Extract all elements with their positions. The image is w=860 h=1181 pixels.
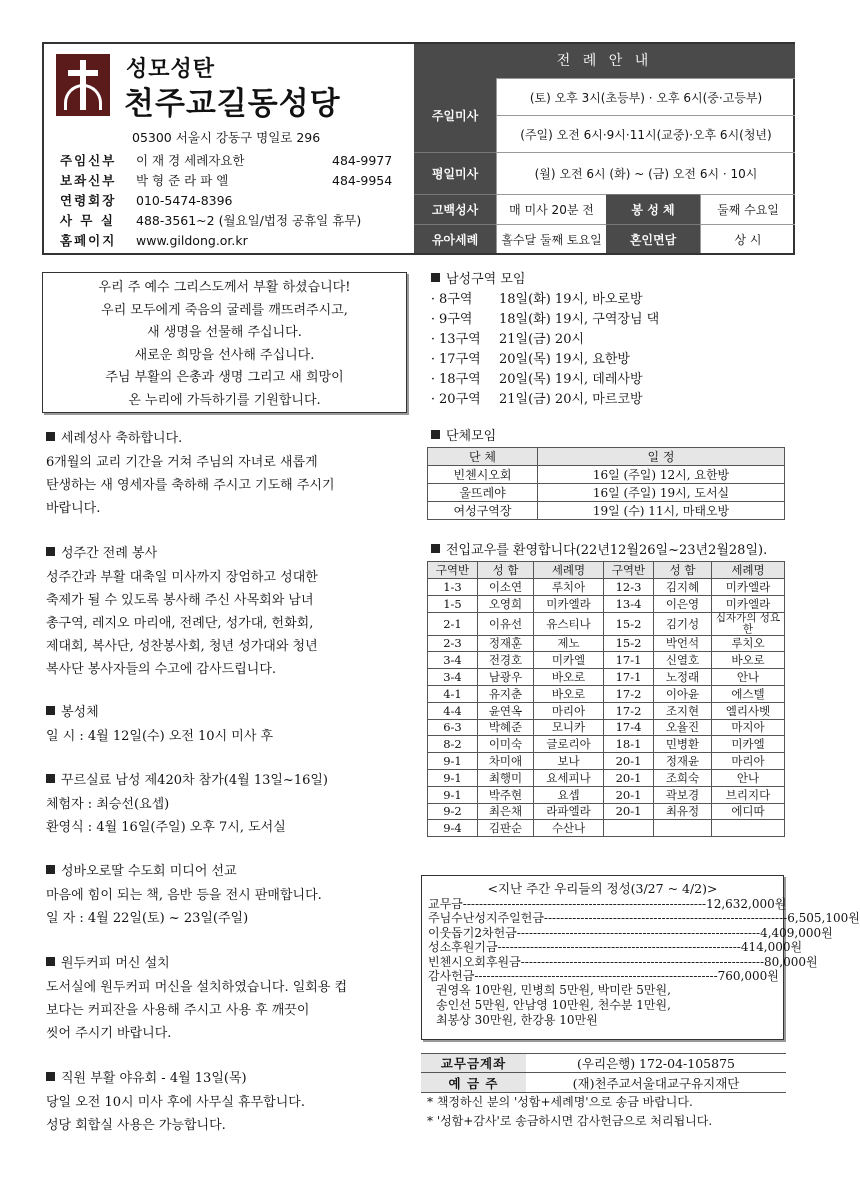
contact-name: 488-3561~2 (월요일/법정 공휴일 휴무) [136, 213, 362, 228]
table-cell: 박주현 [478, 786, 534, 803]
table-cell: 전경호 [478, 652, 534, 669]
parish-logo-icon [56, 54, 110, 116]
table-cell: 2-1 [428, 612, 478, 635]
table-cell: 곽보경 [654, 786, 712, 803]
contact-label: 연령회장 [60, 193, 117, 208]
table-cell: 보나 [534, 753, 604, 770]
bank-account-value: (우리은행) 172-04-105875 [577, 1056, 735, 1071]
table-cell: 김기성 [654, 612, 712, 635]
table-cell: 박혜준 [478, 719, 534, 736]
bank-holder-row [421, 1073, 786, 1093]
section-holy-week [42, 544, 412, 681]
table-cell: 남광우 [478, 669, 534, 686]
table-cell: 조희숙 [654, 770, 712, 787]
table-cell: 20-1 [604, 786, 654, 803]
contact-label: 주임신부 [60, 153, 117, 168]
table-cell: 9-1 [428, 786, 478, 803]
offering-title: <지난 주간 우리들의 정성(3/27 ~ 4/2)> [487, 881, 718, 896]
table-cell: 9-1 [428, 770, 478, 787]
section-line: 총구역, 레지오 마리애, 전례단, 성가대, 헌화회, [46, 616, 314, 631]
section-line: 축제가 될 수 있도록 봉사해 주신 사목회와 남녀 [46, 593, 314, 608]
table-cell: 신열호 [654, 652, 712, 669]
sunday-mass-sat: (토) 오후 3시(초등부) · 오후 6시(중·고등부) [496, 78, 795, 115]
confession-label: 고백성사 [414, 194, 496, 224]
table-cell: 안나 [712, 669, 785, 686]
contact-name: 박 형 준 라 파 엘 [136, 173, 229, 188]
table-cell: 1-3 [428, 579, 478, 596]
table-cell: 김판순 [478, 820, 534, 837]
section-line: 일 시 : 4월 12일(수) 오전 10시 미사 후 [46, 729, 274, 744]
confession-value: 매 미사 20분 전 [496, 194, 606, 224]
table-cell [604, 820, 654, 837]
contact-label: 사 무 실 [60, 213, 115, 228]
bulletin-header [42, 42, 795, 255]
section-title: 성주간 전례 봉사 [42, 544, 412, 564]
table-cell: 유스티나 [534, 612, 604, 635]
table-cell: 6-3 [428, 719, 478, 736]
table-cell: 미카엘라 [712, 595, 785, 612]
offering-line: 성소후원기금 ------------------------------------------------------------ 414,000원 [428, 940, 803, 955]
easter-message [42, 272, 407, 413]
section-baptism [42, 429, 412, 520]
schedule-title: 전 례 안 내 [414, 44, 795, 78]
sunday-mass-sun: (주일) 오전 6시·9시·11시(교중)·오후 6시(청년) [496, 115, 795, 152]
table-cell: 정재훈 [478, 635, 534, 652]
table-cell: 오영희 [478, 595, 534, 612]
table-cell: 요셉 [534, 786, 604, 803]
meeting-row: · 8구역 18일(화) 19시, 바오로방 [430, 292, 643, 307]
table-cell: 조지현 [654, 702, 712, 719]
square-bullet-icon [46, 774, 55, 783]
table-cell: 9-4 [428, 820, 478, 837]
table-cell: 라파엘라 [534, 803, 604, 820]
parish-title: 천주교길동성당 [124, 86, 341, 122]
table-row [428, 612, 785, 635]
contact-row [60, 150, 392, 170]
table-cell: 17-2 [604, 686, 654, 703]
table-row [428, 579, 785, 596]
section-title: 봉성체 [42, 703, 412, 723]
table-cell: 에스텔 [712, 686, 785, 703]
table-cell: 이아윤 [654, 686, 712, 703]
table-cell: 바오로 [534, 686, 604, 703]
bank-note: * '성함+감사'로 송금하시면 감사헌금으로 처리됩니다. [427, 1114, 713, 1128]
table-row [428, 770, 785, 787]
parish-info [44, 44, 414, 253]
table-cell: 8-2 [428, 736, 478, 753]
table-cell: 17-1 [604, 669, 654, 686]
anointing-value: 둘째 수요일 [700, 194, 795, 224]
table-cell: 제노 [534, 635, 604, 652]
contact-row [60, 170, 392, 190]
section-title: 전입교우를 환영합니다(22년12월26일~23년2월28일). [427, 541, 797, 561]
square-bullet-icon [431, 273, 440, 282]
infant-baptism-value: 홀수달 둘째 토요일 [496, 224, 606, 253]
table-header: 세례명 [712, 562, 785, 579]
table-cell: 3-4 [428, 669, 478, 686]
table-row [428, 803, 785, 820]
table-cell: 브리지다 [712, 786, 785, 803]
table-cell: 최은채 [478, 803, 534, 820]
table-cell: 미카엘라 [712, 579, 785, 596]
section-line: 환영식 : 4월 16일(주일) 오후 7시, 도서실 [46, 820, 286, 835]
table-cell: 이미숙 [478, 736, 534, 753]
table-header: 구역반 [604, 562, 654, 579]
table-cell: 윤연옥 [478, 702, 534, 719]
section-communion [42, 703, 412, 748]
square-bullet-icon [46, 706, 55, 715]
table-cell: 김지혜 [654, 579, 712, 596]
contact-phone: 484-9954 [332, 172, 393, 188]
table-cell: 에디따 [712, 803, 785, 820]
table-row: 여성구역장 19일 (수) 11시, 마태오방 [428, 502, 785, 520]
section-title: 남성구역 모임 [427, 270, 797, 290]
easter-line: 온 누리에 가득하기를 기원합니다. [128, 392, 321, 408]
square-bullet-icon [46, 432, 55, 441]
offering-line: 감사헌금 ------------------------------------------------------------ 760,000원 [428, 969, 779, 984]
section-line: 바랍니다. [46, 501, 101, 516]
section-title: 단체모임 [427, 427, 797, 447]
table-row [428, 786, 785, 803]
table-cell: 15-2 [604, 612, 654, 635]
section-line: 성당 회합실 사용은 가능합니다. [46, 1118, 226, 1133]
square-bullet-icon [431, 544, 440, 553]
section-line: 일 자 : 4월 22일(토) ~ 23일(주일) [46, 911, 249, 926]
table-header: 세례명 [534, 562, 604, 579]
table-cell: 엘리사벳 [712, 702, 785, 719]
table-cell: 미카엘 [534, 652, 604, 669]
table-cell: 미카엘 [712, 736, 785, 753]
table-cell: 미카엘라 [534, 595, 604, 612]
section-coffee-machine [42, 954, 412, 1045]
easter-line: 새 생명을 선물해 주십니다. [147, 325, 302, 340]
table-cell: 민병환 [654, 736, 712, 753]
easter-line: 우리 주 예수 그리스도께서 부활 하셨습니다! [98, 280, 351, 295]
table-cell: 20-1 [604, 803, 654, 820]
section-title: 성바오로딸 수도회 미디어 선교 [42, 862, 412, 882]
meeting-row: · 18구역 20일(목) 19시, 데레사방 [430, 372, 643, 387]
section-men-meeting [427, 270, 797, 410]
parish-subtitle: 성모성탄 [126, 57, 216, 82]
contact-label: 홈페이지 [60, 233, 117, 248]
meeting-row: · 13구역 21일(금) 20시 [430, 332, 585, 347]
table-cell: 글로리아 [534, 736, 604, 753]
table-cell: 최유정 [654, 803, 712, 820]
table-cell: 9-1 [428, 753, 478, 770]
homepage-link[interactable]: www.gildong.or.kr [136, 232, 248, 248]
section-cursillo [42, 771, 412, 839]
table-cell: 요세피나 [534, 770, 604, 787]
meeting-row: · 9구역 18일(화) 19시, 구역장님 댁 [430, 312, 660, 327]
section-media-mission [42, 862, 412, 930]
contact-row [60, 230, 392, 250]
table-cell [654, 820, 712, 837]
table-cell: 루치오 [712, 635, 785, 652]
table-cell: 마리아 [534, 702, 604, 719]
section-line: 체험자 : 최승선(요셉) [46, 797, 170, 812]
section-line: 도서실에 원두커피 머신을 설치하였습니다. 일회용 컵 [46, 980, 348, 995]
table-cell: 3-4 [428, 652, 478, 669]
section-line: 씻어 주시기 바랍니다. [46, 1026, 172, 1041]
table-header: 성 함 [654, 562, 712, 579]
bank-info [421, 1053, 786, 1131]
table-row [428, 820, 785, 837]
table-cell: 2-3 [428, 635, 478, 652]
offering-line: 빈첸시오회후원금 ------------------------------------------------------------ 80,000원 [428, 954, 818, 969]
contact-phone: 484-9977 [332, 152, 393, 168]
table-cell: 이소연 [478, 579, 534, 596]
table-cell: 최행미 [478, 770, 534, 787]
offering-box [421, 875, 860, 1040]
newcomers-table [427, 561, 785, 837]
marriage-label: 혼인면담 [606, 224, 700, 253]
table-cell: 9-2 [428, 803, 478, 820]
table-cell: 루치아 [534, 579, 604, 596]
square-bullet-icon [46, 957, 55, 966]
table-cell: 수산나 [534, 820, 604, 837]
easter-line: 우리 모두에게 죽음의 굴레를 깨뜨려주시고, [101, 302, 348, 318]
table-cell: 4-4 [428, 702, 478, 719]
section-line: 제대회, 복사단, 성찬봉사회, 청년 성가대와 청년 [46, 639, 318, 654]
parish-address: 05300 서울시 강동구 명일로 296 [132, 130, 321, 145]
section-line: 마음에 힘이 되는 책, 음반 등을 전시 판매합니다. [46, 888, 322, 903]
table-cell: 유지춘 [478, 686, 534, 703]
table-cell: 십자가의 성요한 [712, 612, 785, 635]
offering-line: 이웃돕기2차헌금 ------------------------------------------------------------ 4,409,000원 [428, 925, 833, 940]
table-cell: 안나 [712, 770, 785, 787]
table-cell: 17-2 [604, 702, 654, 719]
weekday-mass-value: (월) 오전 6시 (화) ~ (금) 오전 6시 · 10시 [496, 152, 795, 194]
table-header: 단 체 [428, 448, 538, 466]
section-title: 원두커피 머신 설치 [42, 954, 412, 974]
section-title: 꾸르실료 남성 제420차 참가(4월 13일~16일) [42, 771, 412, 791]
table-row [428, 595, 785, 612]
table-cell: 이은영 [654, 595, 712, 612]
table-cell: 17-4 [604, 719, 654, 736]
weekday-mass-label: 평일미사 [414, 152, 496, 194]
table-cell: 1-5 [428, 595, 478, 612]
section-line: 탄생하는 새 영세자를 축하해 주시고 기도해 주시기 [46, 478, 335, 493]
table-row: 울뜨레야 16일 (주일) 19시, 도서실 [428, 484, 785, 502]
bank-holder-label: 예 금 주 [421, 1073, 526, 1092]
bank-account-row [421, 1053, 786, 1073]
table-cell: 18-1 [604, 736, 654, 753]
meeting-row: · 17구역 20일(목) 19시, 요한방 [430, 352, 630, 367]
section-line: 보다는 커피잔을 사용해 주시고 사용 후 깨끗이 [46, 1003, 310, 1018]
contact-name: 010-5474-8396 [136, 192, 233, 208]
contact-row [60, 190, 392, 210]
section-line: 당일 오전 10시 미사 후에 사무실 휴무합니다. [46, 1095, 305, 1110]
table-cell: 20-1 [604, 753, 654, 770]
square-bullet-icon [431, 430, 440, 439]
table-row [428, 669, 785, 686]
table-cell: 17-1 [604, 652, 654, 669]
square-bullet-icon [46, 1072, 55, 1081]
table-row [428, 702, 785, 719]
bank-note: * 책정하신 분의 '성함+세례명'으로 송금 바랍니다. [427, 1095, 693, 1109]
table-cell: 바오로 [712, 652, 785, 669]
table-cell: 20-1 [604, 770, 654, 787]
donor-line: 송인선 5만원, 안남영 10만원, 천수분 1만원, [436, 998, 671, 1013]
easter-line: 주님 부활의 은총과 생명 그리고 새 희망이 [105, 370, 344, 385]
table-cell: 15-2 [604, 635, 654, 652]
table-cell: 박언석 [654, 635, 712, 652]
square-bullet-icon [46, 547, 55, 556]
table-cell: 12-3 [604, 579, 654, 596]
easter-line: 새로운 희망을 선사해 주십니다. [134, 347, 315, 363]
table-header: 일 정 [538, 448, 785, 466]
section-groups [427, 427, 797, 520]
table-cell: 오율진 [654, 719, 712, 736]
section-line: 복사단 봉사자들의 수고에 감사드립니다. [46, 662, 277, 677]
table-row [428, 753, 785, 770]
offering-line: 주님수난성지주일헌금 ------------------------------------------------------------ 6,505,100원 [428, 911, 860, 926]
table-row [428, 736, 785, 753]
table-cell: 모니카 [534, 719, 604, 736]
table-row [428, 719, 785, 736]
table-cell [712, 820, 785, 837]
table-cell: 정재윤 [654, 753, 712, 770]
section-staff-outing [42, 1069, 412, 1137]
contact-name: 이 재 경 세례자요한 [136, 153, 245, 168]
section-title: 세례성사 축하합니다. [42, 429, 412, 449]
table-cell: 4-1 [428, 686, 478, 703]
table-cell: 차미애 [478, 753, 534, 770]
section-line: 성주간과 부활 대축일 미사까지 장엄하고 성대한 [46, 570, 318, 585]
meeting-row: · 20구역 21일(금) 20시, 마르코방 [430, 392, 643, 407]
table-row [428, 635, 785, 652]
bank-account-label: 교무금계좌 [421, 1054, 526, 1072]
table-cell: 노정래 [654, 669, 712, 686]
section-newcomers [427, 541, 797, 837]
table-cell: 이유선 [478, 612, 534, 635]
table-cell: 마지아 [712, 719, 785, 736]
square-bullet-icon [46, 865, 55, 874]
table-row: 빈첸시오회 16일 (주일) 12시, 요한방 [428, 466, 785, 484]
donor-line: 최봉상 30만원, 한강용 10만원 [436, 1013, 598, 1028]
table-header: 성 함 [478, 562, 534, 579]
table-row [428, 686, 785, 703]
parish-contacts [60, 150, 392, 250]
anointing-label: 봉 성 체 [606, 194, 700, 224]
contact-label: 보좌신부 [60, 173, 117, 188]
section-line: 6개월의 교리 기간을 거쳐 주님의 자녀로 새롭게 [46, 455, 318, 470]
groups-table [427, 447, 785, 520]
donor-line: 권영옥 10만원, 민병희 5만원, 박미란 5만원, [436, 983, 671, 998]
table-cell: 13-4 [604, 595, 654, 612]
table-cell: 마리아 [712, 753, 785, 770]
section-title: 직원 부활 야유회 - 4월 13일(목) [42, 1069, 412, 1089]
bank-holder-value: (재)천주교서울대교구유지재단 [572, 1075, 740, 1091]
offering-line: 교무금 ------------------------------------------------------------ 12,632,000원 [428, 897, 787, 911]
table-header: 구역반 [428, 562, 478, 579]
sunday-mass-label: 주일미사 [414, 78, 496, 152]
contact-row [60, 210, 392, 230]
table-cell: 바오로 [534, 669, 604, 686]
infant-baptism-label: 유아세례 [414, 224, 496, 253]
table-row [428, 652, 785, 669]
liturgy-schedule [414, 44, 795, 253]
marriage-value: 상 시 [700, 224, 795, 253]
